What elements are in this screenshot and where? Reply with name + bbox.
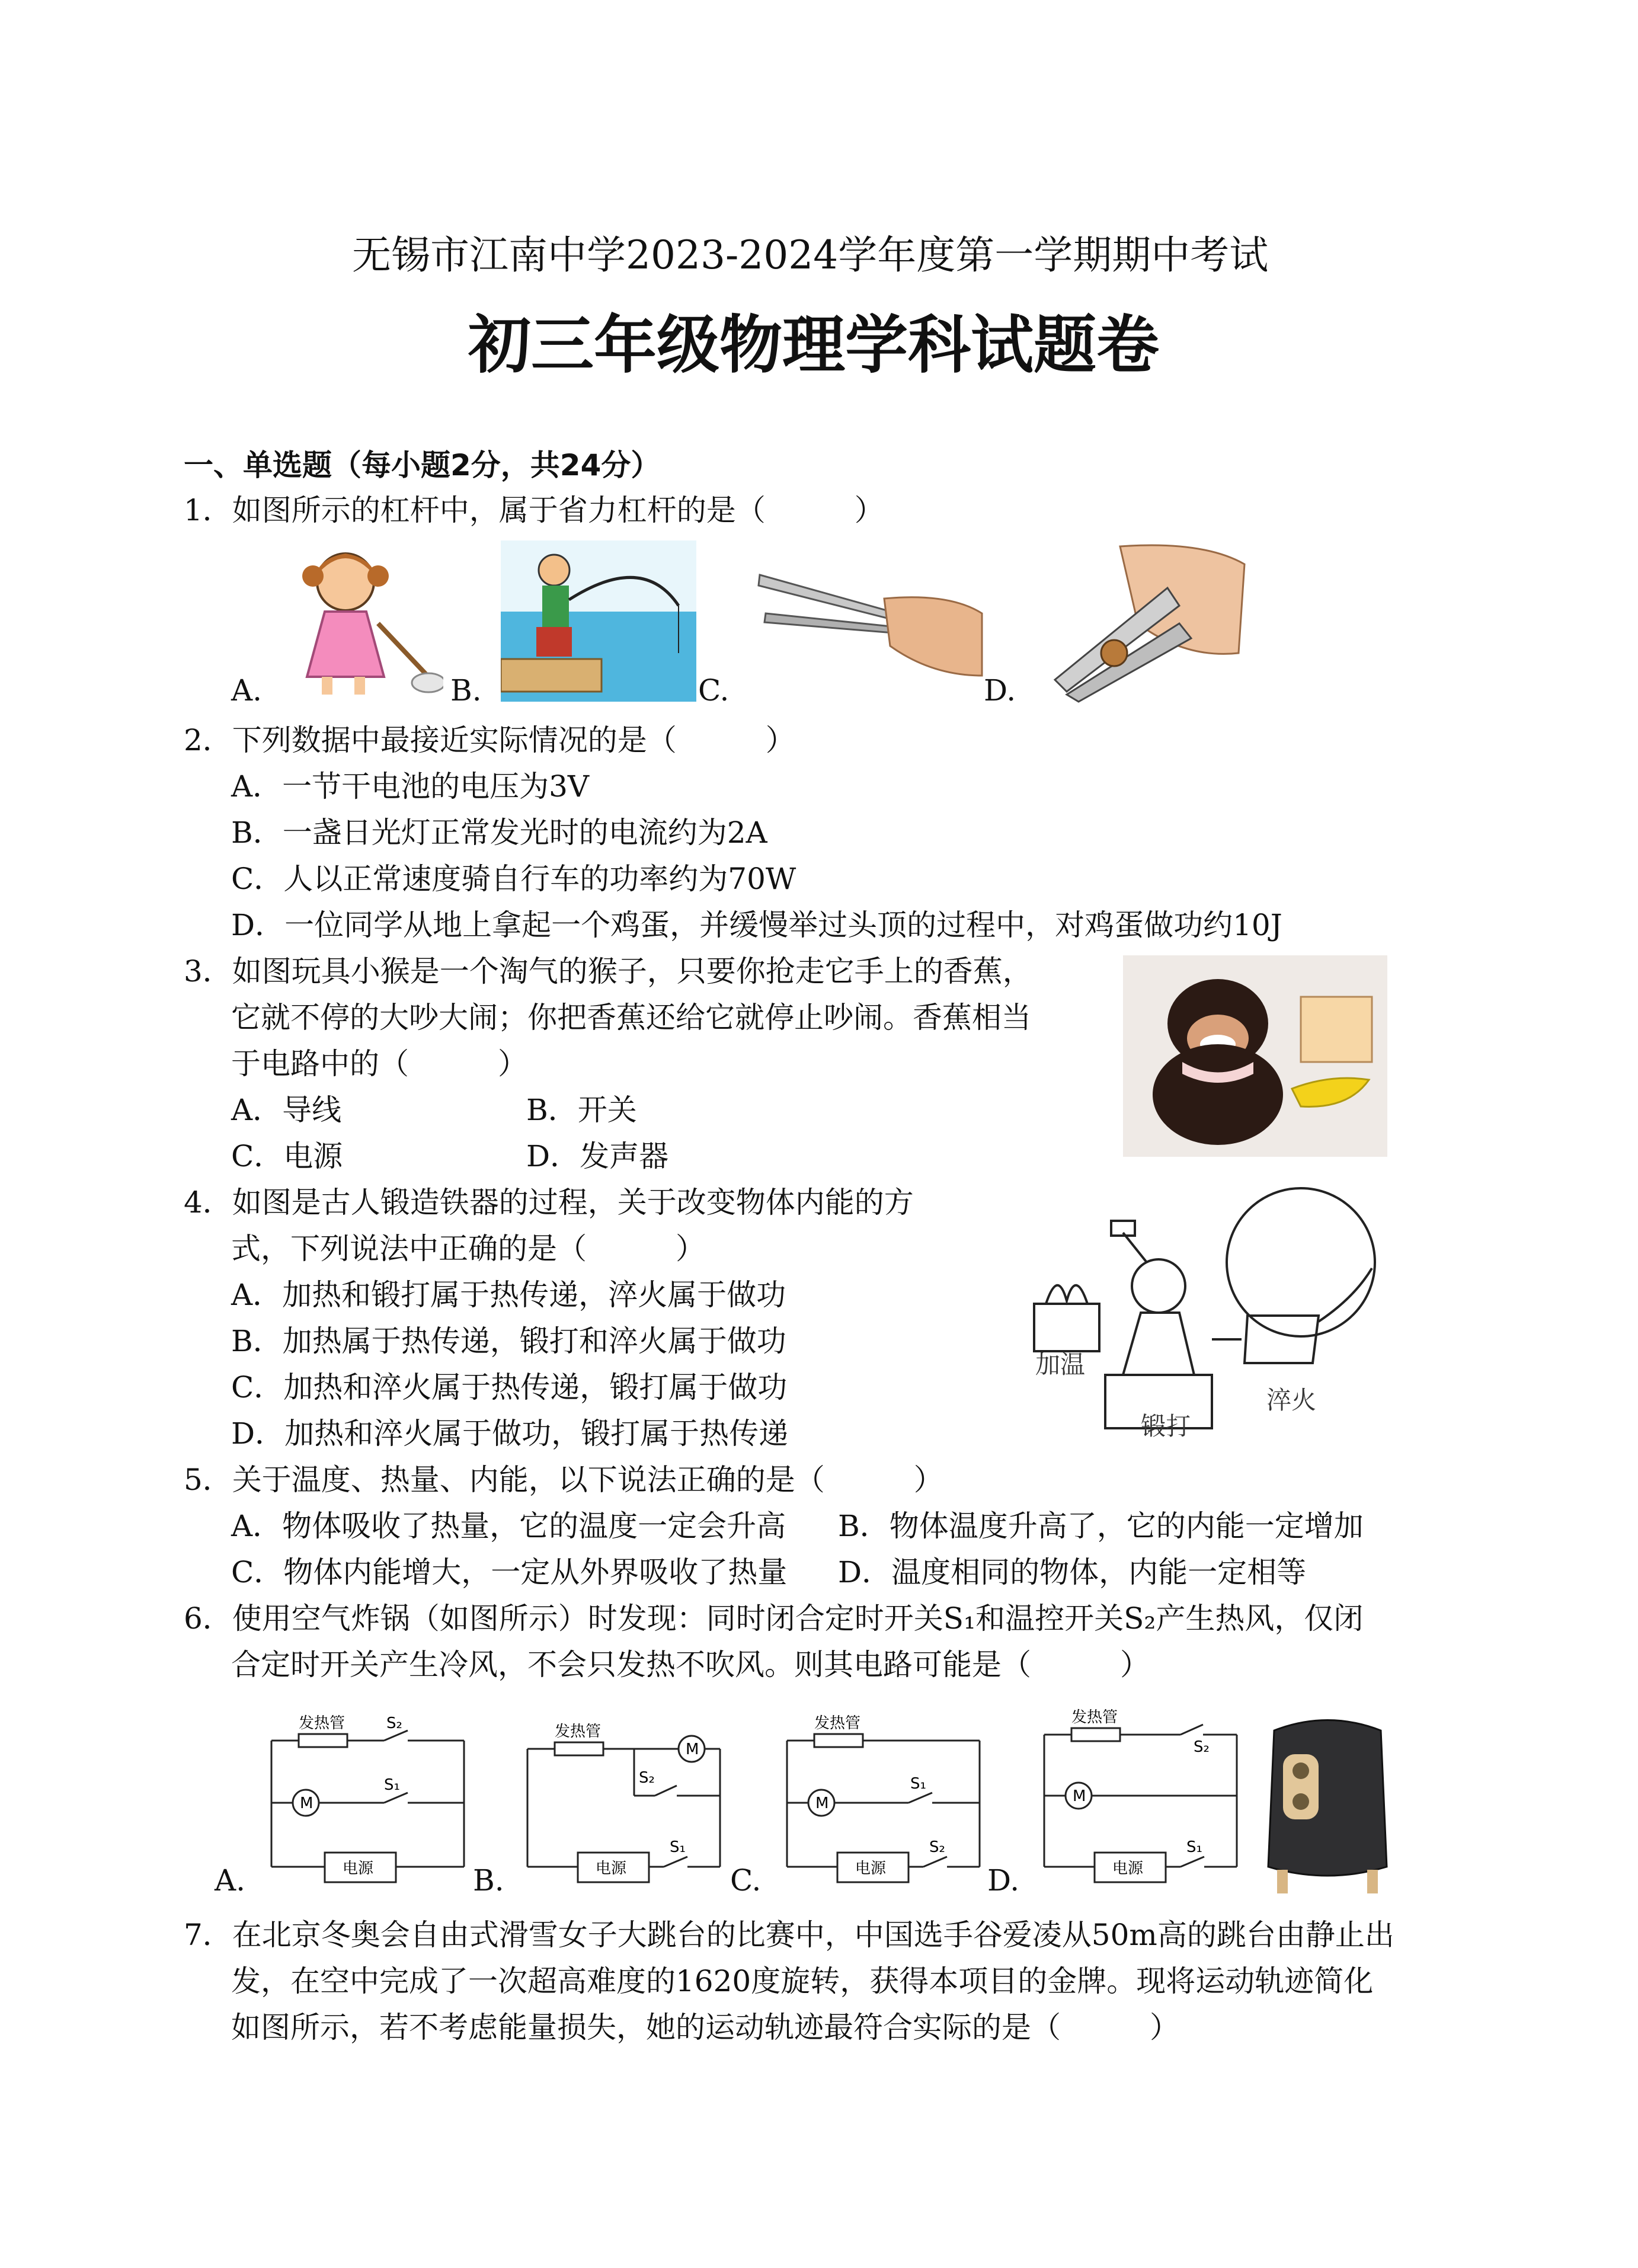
q6-label-b: B.	[473, 1863, 504, 1898]
q2-option-d: D．一位同学从地上拿起一个鸡蛋，并缓慢举过头顶的过程中，对鸡蛋做功约10J	[231, 908, 1282, 942]
q5-option-b: B．物体温度升高了，它的内能一定增加	[838, 1509, 1364, 1543]
nutcracker-image	[1049, 540, 1256, 703]
q4-stem-line2: 式，下列说法中正确的是（ ）	[231, 1231, 705, 1266]
heater-label: 发热管	[555, 1723, 602, 1741]
broom-girl-image	[289, 540, 443, 702]
s1-label: S₁	[670, 1838, 686, 1856]
air-fryer-image	[1259, 1707, 1396, 1896]
q3-option-c: C．电源	[231, 1139, 343, 1173]
s1-label: S₁	[910, 1775, 926, 1793]
q4-option-b: B．加热属于热传递，锻打和淬火属于做功	[231, 1324, 786, 1358]
quench-label: 淬火	[1266, 1386, 1317, 1415]
section-heading: 一、单选题（每小题2分，共24分）	[184, 448, 661, 482]
heater-label: 发热管	[814, 1714, 861, 1732]
circuit-diagram-b	[522, 1707, 729, 1890]
circuit-diagram-d	[1038, 1701, 1246, 1890]
circuit-diagram-c	[781, 1707, 988, 1890]
toy-monkey-image	[1123, 955, 1387, 1157]
q4-stem-line1: 4．如图是古人锻造铁器的过程，关于改变物体内能的方	[184, 1185, 914, 1220]
q3-stem-line2: 它就不停的大吵大闹；你把香蕉还给它就停止吵闹。香蕉相当	[231, 1000, 1031, 1035]
q4-option-d: D．加热和淬火属于做功，锻打属于热传递	[231, 1416, 789, 1451]
power-label: 电源	[855, 1860, 887, 1877]
q2-option-a: A．一节干电池的电压为3V	[231, 769, 590, 804]
q1-label-b: B.	[450, 673, 482, 708]
s2-label: S₂	[929, 1838, 945, 1856]
q5-stem: 5．关于温度、热量、内能，以下说法正确的是（ ）	[184, 1463, 943, 1497]
food-tongs-image	[754, 557, 985, 687]
forge-label: 锻打	[1141, 1412, 1191, 1441]
q6-stem-line1: 6．使用空气炸锅（如图所示）时发现：同时闭合定时开关S₁和温控开关S₂产生热风，仅闭	[184, 1601, 1364, 1636]
q3-option-d: D．发声器	[526, 1139, 669, 1173]
q1-label-d: D.	[984, 673, 1016, 708]
q1-label-c: C.	[698, 673, 730, 708]
q1-stem: 1．如图所示的杠杆中，属于省力杠杆的是（ ）	[184, 493, 884, 527]
q5-option-a: A．物体吸收了热量，它的温度一定会升高	[231, 1509, 786, 1543]
s2-label: S₂	[386, 1714, 402, 1732]
q2-option-b: B．一盏日光灯正常发光时的电流约为2A	[231, 815, 767, 850]
power-label: 电源	[343, 1860, 374, 1877]
q6-label-a: A.	[215, 1863, 246, 1898]
q6-label-d: D.	[987, 1863, 1020, 1898]
heater-label: 发热管	[299, 1714, 345, 1732]
q5-option-c: C．物体内能增大，一定从外界吸收了热量	[231, 1555, 788, 1589]
q6-label-c: C.	[730, 1863, 762, 1898]
s2-label: S₂	[1194, 1738, 1210, 1756]
motor-label: M	[1073, 1787, 1086, 1805]
q3-option-b: B．开关	[526, 1093, 637, 1127]
power-label: 电源	[596, 1860, 627, 1877]
q2-stem: 2．下列数据中最接近实际情况的是（ ）	[184, 723, 795, 757]
q1-label-a: A.	[231, 673, 263, 708]
s1-label: S₁	[384, 1776, 400, 1794]
forging-process-image	[1022, 1179, 1390, 1440]
motor-label: M	[300, 1794, 313, 1812]
q3-stem-line3: 于电路中的（ ）	[231, 1047, 527, 1081]
q2-option-c: C．人以正常速度骑自行车的功率约为70W	[231, 862, 796, 896]
exam-title: 无锡市江南中学2023-2024学年度第一学期期中考试	[352, 232, 1269, 278]
q7-stem-line1: 7．在北京冬奥会自由式滑雪女子大跳台的比赛中，中国选手谷爱凌从50m高的跳台由静止出	[184, 1918, 1394, 1952]
q4-option-a: A．加热和锻打属于热传递，淬火属于做功	[231, 1278, 786, 1312]
q6-stem-line2: 合定时开关产生冷风，不会只发热不吹风。则其电路可能是（ ）	[231, 1648, 1150, 1682]
s2-label: S₂	[639, 1769, 655, 1787]
q4-option-c: C．加热和淬火属于热传递，锻打属于做功	[231, 1370, 788, 1405]
motor-label: M	[815, 1794, 829, 1812]
heat-label: 加温	[1035, 1350, 1086, 1379]
q7-stem-line3: 如图所示，若不考虑能量损失，她的运动轨迹最符合实际的是（ ）	[231, 2010, 1179, 2045]
s1-label: S₁	[1186, 1838, 1202, 1856]
heater-label: 发热管	[1071, 1709, 1118, 1726]
power-label: 电源	[1112, 1860, 1144, 1877]
motor-label: M	[686, 1741, 699, 1758]
circuit-diagram-a	[265, 1707, 473, 1890]
fishing-man-image	[501, 540, 696, 702]
q7-stem-line2: 发，在空中完成了一次超高难度的1620度旋转，获得本项目的金牌。现将运动轨迹简化	[231, 1964, 1374, 1998]
q3-option-a: A．导线	[231, 1093, 342, 1127]
paper-subtitle: 初三年级物理学科试题卷	[468, 309, 1159, 382]
q5-option-d: D．温度相同的物体，内能一定相等	[838, 1555, 1307, 1589]
q3-stem-line1: 3．如图玩具小猴是一个淘气的猴子，只要你抢走它手上的香蕉，	[184, 954, 1032, 989]
